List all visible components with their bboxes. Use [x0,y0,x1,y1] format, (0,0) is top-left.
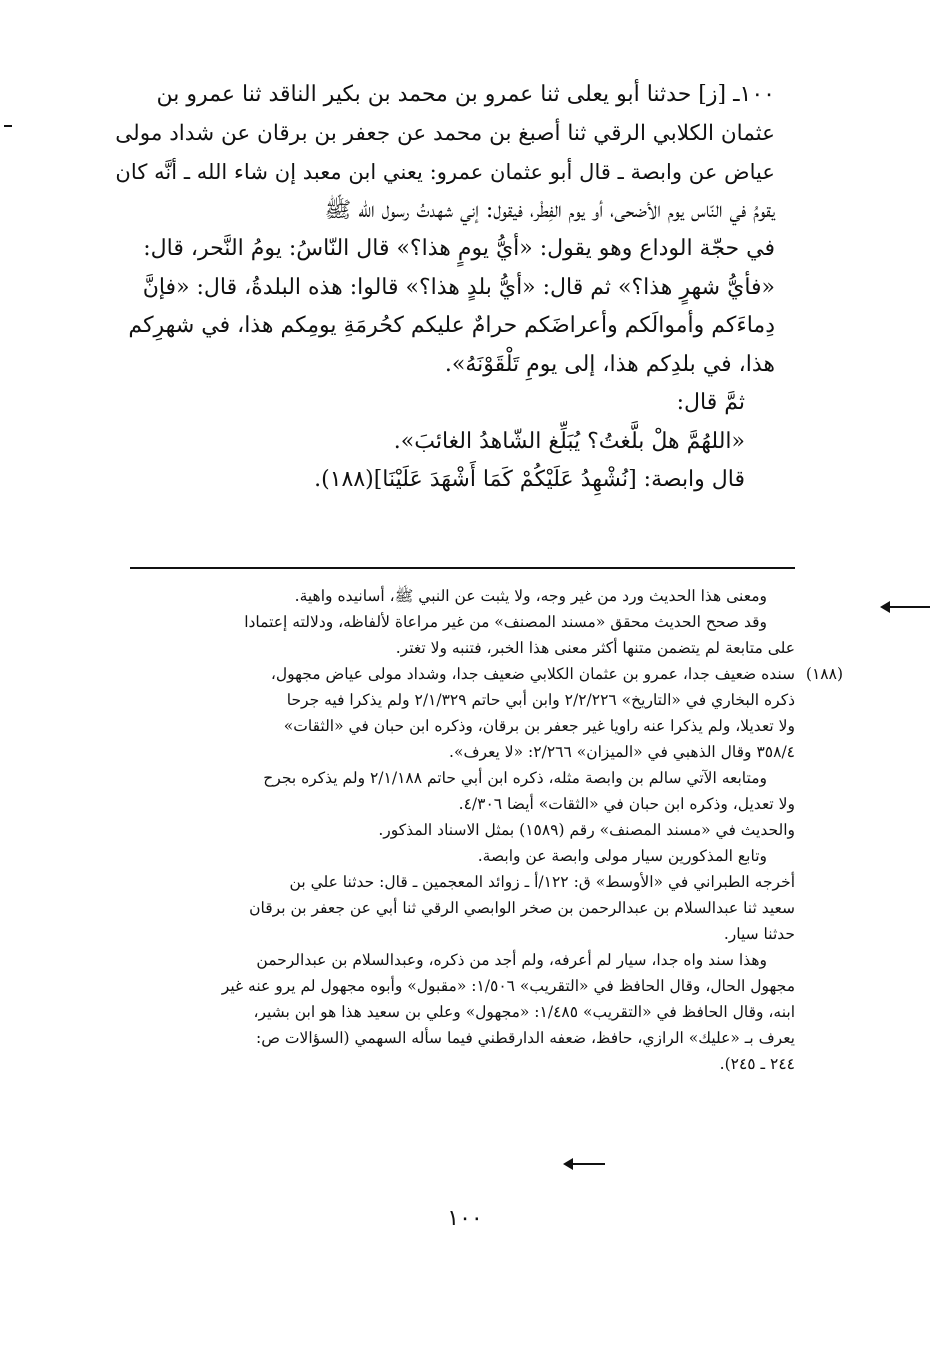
main-line: قال وابصة: [نُشْهِدُ عَلَيْكُمْ كَمَا أَشْهَدَ عَلَيْنَا](١٨٨). [314,467,745,492]
footnote-line: على متابعة لم يتضمن متنها أكثر معنى هذا الخبر، فتنبه ولا تغتر. [395,639,795,657]
footnote-line: أخرجه الطبراني في «الأوسط» ق: ١٢٢/أ ـ زوائد المعجمين ـ قال: حدثنا علي بن [289,873,795,891]
main-line: ثمَّ قال: [676,390,745,415]
margin-tick-mark [4,125,12,127]
footnote-line: حدثنا سيار. [723,925,795,943]
hadith-main-text [115,76,775,500]
footnote-line: ٣٥٨/٤ وقال الذهبي في «الميزان» ٢/٢٦٦: «لا يعرف». [449,743,795,761]
footnote-line: سعيد ثنا عبدالسلام بن عبدالرحمن بن صخر الوابصي الرقي ثنا أبي عن جعفر بن برقان [249,899,795,917]
footnote-text: سنده ضعيف جدا، عمرو بن عثمان الكلابي ضعيف جدا، وشداد مولى عياض مجهول، [270,665,795,683]
footnotes-block [105,583,843,1077]
main-line: دِماءَكم وأموالَكم وأعراضَكم حرامٌ عليكم كحُرمَةِ يومِكم هذا، في شهرِكم [128,313,775,338]
footnote-line: وتابع المذكورين سيار مولى وابصة عن وابصة. [477,847,767,865]
continuation-arrow-icon [565,1163,605,1165]
footnote-line: مجهول الحال، وقال الحافظ في «التقريب» ١/٥٠٦: «مقبول» وأبوه مجهول لم يرو عنه غير [221,977,795,995]
footnote-number: (١٨٨) [805,665,843,683]
main-line: في حجّة الوداع وهو يقول: «أيُّ يومٍ هذا؟» قال النّاسُ: يومُ النَّحر، قال: [143,236,775,261]
footnote-line: ابنه، وقال الحافظ في «التقريب» ١/٤٨٥: «مجهول» وعلي بن سعيد هذا هو ابن بشير، [253,1003,795,1021]
footnote-line: والحديث في «مسند المصنف» رقم (١٥٨٩) بمثل الاسناد المذكور. [378,821,795,839]
footnote-line: وهذا سند واه جدا، سيار لم أعرفه، ولم أجد من ذكره، وعبدالسلام بن عبدالرحمن [256,951,767,969]
main-line: يقومُ في النّاس يوم الأضحى، أو يوم الفِطْر، فيقول: إني شهدتُ رسول الله ﷺ [324,197,775,223]
main-line: «فأيُّ شهرٍ هذا؟» ثم قال: «أيُّ بلدٍ هذا؟» قالوا: هذه البلدةُ، قال: «فإنَّ [142,274,775,300]
footnote-line: ولا تعديلا، ولم يذكرا عنه راويا غير جعفر بن برقان، وذكره ابن حبان في «الثقات» [283,717,795,735]
main-line: عثمان الكلابي الرقي ثنا أصبغ بن محمد عن جعفر بن برقان عن شداد مولى [115,120,775,146]
footnote-line: ومعنى هذا الحديث ورد من غير وجه، ولا يثبت عن النبي ﷺ، أسانيده واهية. [294,587,767,605]
continuation-arrow-icon [882,606,930,608]
footnote-line [105,661,843,687]
main-line: هذا، في بلدِكم هذا، إلى يومِ تَلْقَوْنَهُ». [444,351,775,377]
footnote-line: يعرف بـ «عليك» الرازي، حافظ، ضعفه الدارقطني فيما سأله السهمي (السؤالات ص: [256,1029,795,1047]
main-line: ١٠٠ـ [ز] حدثنا أبو يعلى ثنا عمرو بن محمد بن بكير الناقد ثنا عمرو بن [156,82,775,107]
main-line: «اللهُمَّ هلْ بلَّغتُ؟ يُبَلِّغ الشّاهدُ الغائبَ». [393,428,745,454]
page-number: ١٠٠ [447,1206,483,1231]
footnote-line: ولا تعديل، وذكره ابن حبان في «الثقات» أيضا ٤/٣٠٦. [458,795,795,813]
footnote-line: ذكره البخاري في «التاريخ» ٢/٢/٢٢٦ وابن أبي حاتم ٢/١/٣٢٩ ولم يذكرا فيه جرحا [286,691,795,709]
footnote-separator [130,567,795,569]
footnote-line: وقد صحح الحديث محقق «مسند المصنف» من غير مراعاة لألفاظه، ودلالته إعتمادا [244,613,767,631]
footnote-line: ومتابعه الآتي سالم بن وابصة مثله، ذكره ابن أبي حاتم ٢/١/١٨٨ ولم يذكره بجرح [263,769,767,787]
main-line: عياض عن وابصة ـ قال أبو عثمان عمرو: يعني ابن معبد إن شاء الله ـ أنَّه كان [115,159,775,184]
footnote-line: ٢٤٤ ـ ٢٤٥). [719,1055,795,1073]
